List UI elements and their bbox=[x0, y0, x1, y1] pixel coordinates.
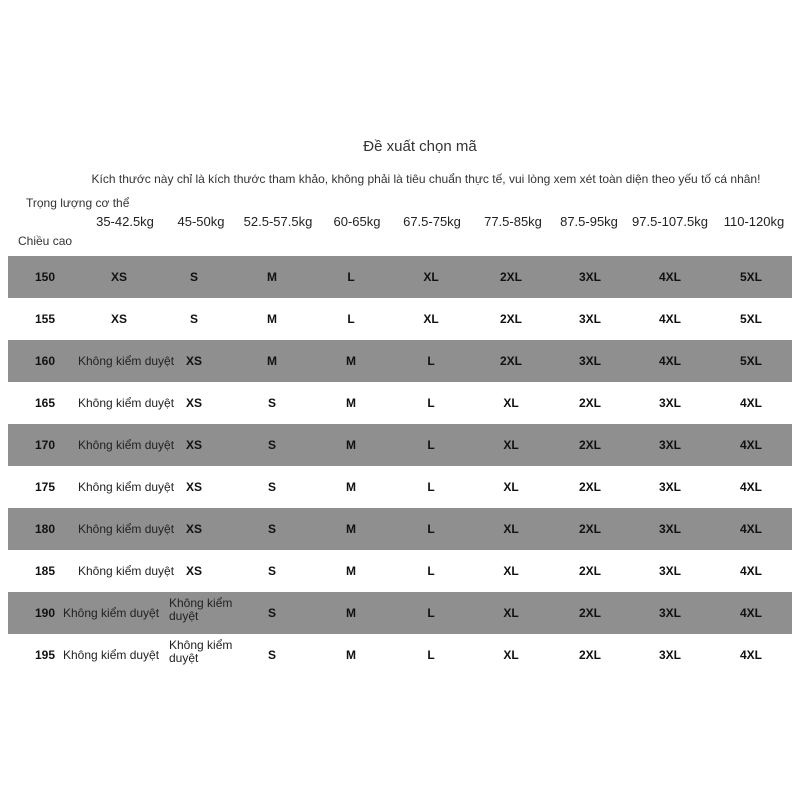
not-recommended-note: Không kiểm duyệt bbox=[78, 354, 175, 368]
height-cell: 165 bbox=[34, 396, 56, 410]
height-cell: 185 bbox=[34, 564, 56, 578]
size-cell: 3XL bbox=[578, 312, 602, 326]
height-cell: 180 bbox=[34, 522, 56, 536]
weight-header-cell: 110-120kg bbox=[723, 214, 785, 229]
size-cell: 3XL bbox=[658, 438, 682, 452]
not-recommended-note: Không kiểm duyệt bbox=[169, 638, 233, 665]
weight-header-cell: 52.5-57.5kg bbox=[243, 214, 313, 229]
size-cell: 2XL bbox=[578, 480, 602, 494]
size-cell: 5XL bbox=[739, 312, 763, 326]
size-cell: 3XL bbox=[578, 354, 602, 368]
height-cell: 190 bbox=[34, 606, 56, 620]
size-cell: S bbox=[189, 312, 199, 326]
size-cell: XL bbox=[503, 480, 519, 494]
size-cell: 3XL bbox=[658, 606, 682, 620]
page-title: Đề xuất chọn mã bbox=[363, 138, 477, 155]
size-cell: 4XL bbox=[658, 270, 682, 284]
size-cell: S bbox=[267, 480, 277, 494]
size-cell: 4XL bbox=[658, 354, 682, 368]
size-cell: 2XL bbox=[578, 564, 602, 578]
size-cell: 4XL bbox=[739, 606, 763, 620]
size-cell: 3XL bbox=[658, 564, 682, 578]
size-cell: 2XL bbox=[499, 312, 523, 326]
size-table bbox=[8, 256, 792, 676]
weight-header-cell: 67.5-75kg bbox=[403, 214, 461, 229]
size-cell: 4XL bbox=[658, 312, 682, 326]
size-cell: 3XL bbox=[658, 480, 682, 494]
table-row bbox=[8, 340, 792, 382]
size-cell: XS bbox=[185, 522, 203, 536]
not-recommended-note: Không kiểm duyệt bbox=[78, 480, 175, 494]
size-cell: M bbox=[267, 312, 277, 326]
size-cell: L bbox=[427, 606, 435, 620]
size-cell: M bbox=[346, 522, 356, 536]
weight-header-cell: 97.5-107.5kg bbox=[632, 214, 708, 229]
size-cell: XL bbox=[503, 564, 519, 578]
size-cell: S bbox=[267, 522, 277, 536]
size-cell: 5XL bbox=[739, 354, 763, 368]
height-cell: 175 bbox=[34, 480, 56, 494]
not-recommended-note: Không kiểm duyệt bbox=[63, 648, 160, 662]
table-row bbox=[8, 424, 792, 466]
size-cell: M bbox=[267, 354, 277, 368]
size-cell: 3XL bbox=[658, 396, 682, 410]
table-row bbox=[8, 634, 792, 676]
height-cell: 150 bbox=[34, 270, 56, 284]
size-cell: S bbox=[267, 564, 277, 578]
size-cell: S bbox=[267, 606, 277, 620]
size-cell: 2XL bbox=[578, 648, 602, 662]
size-cell: 2XL bbox=[578, 522, 602, 536]
size-cell: M bbox=[346, 480, 356, 494]
size-cell: 4XL bbox=[739, 564, 763, 578]
size-cell: M bbox=[346, 606, 356, 620]
size-cell: XL bbox=[423, 312, 439, 326]
size-cell: L bbox=[427, 354, 435, 368]
not-recommended-note: Không kiểm duyệt bbox=[78, 396, 175, 410]
height-cell: 160 bbox=[34, 354, 56, 368]
size-cell: 4XL bbox=[739, 438, 763, 452]
size-cell: S bbox=[267, 648, 277, 662]
size-cell: L bbox=[427, 396, 435, 410]
weight-header-cell: 60-65kg bbox=[333, 214, 381, 229]
size-cell: S bbox=[189, 270, 199, 284]
size-cell: 2XL bbox=[578, 396, 602, 410]
size-cell: 2XL bbox=[578, 606, 602, 620]
not-recommended-note: Không kiểm duyệt bbox=[63, 606, 160, 620]
size-cell: 3XL bbox=[578, 270, 602, 284]
size-cell: XS bbox=[110, 270, 128, 284]
size-cell: M bbox=[346, 396, 356, 410]
size-cell: L bbox=[427, 648, 435, 662]
size-cell: XL bbox=[503, 438, 519, 452]
size-cell: M bbox=[346, 648, 356, 662]
weight-header-cell: 45-50kg bbox=[177, 214, 225, 229]
size-cell: S bbox=[267, 438, 277, 452]
table-row bbox=[8, 466, 792, 508]
not-recommended-note: Không kiểm duyệt bbox=[78, 522, 175, 536]
weight-axis-label: Trọng lượng cơ thể bbox=[26, 196, 130, 210]
height-cell: 155 bbox=[34, 312, 56, 326]
size-cell: 3XL bbox=[658, 648, 682, 662]
size-cell: L bbox=[427, 480, 435, 494]
size-cell: 4XL bbox=[739, 522, 763, 536]
size-cell: 2XL bbox=[499, 354, 523, 368]
size-cell: L bbox=[427, 522, 435, 536]
size-cell: M bbox=[346, 564, 356, 578]
size-cell: M bbox=[267, 270, 277, 284]
weight-header-cell: 35-42.5kg bbox=[96, 214, 154, 229]
size-cell: M bbox=[346, 438, 356, 452]
size-cell: XS bbox=[185, 564, 203, 578]
size-cell: 3XL bbox=[658, 522, 682, 536]
not-recommended-note: Không kiểm duyệt bbox=[78, 438, 175, 452]
weight-header-cell: 87.5-95kg bbox=[560, 214, 618, 229]
table-row bbox=[8, 550, 792, 592]
weight-header-cell: 77.5-85kg bbox=[484, 214, 542, 229]
not-recommended-note: Không kiểm duyệt bbox=[169, 596, 233, 623]
size-cell: L bbox=[427, 564, 435, 578]
size-cell: 5XL bbox=[739, 270, 763, 284]
size-cell: S bbox=[267, 396, 277, 410]
not-recommended-note: Không kiểm duyệt bbox=[78, 564, 175, 578]
size-cell: M bbox=[346, 354, 356, 368]
size-cell: XS bbox=[185, 396, 203, 410]
table-row bbox=[8, 298, 792, 340]
table-row bbox=[8, 508, 792, 550]
height-cell: 195 bbox=[34, 648, 56, 662]
size-cell: L bbox=[347, 270, 355, 284]
height-cell: 170 bbox=[34, 438, 56, 452]
size-cell: XL bbox=[423, 270, 439, 284]
table-row bbox=[8, 382, 792, 424]
size-cell: XL bbox=[503, 648, 519, 662]
size-cell: L bbox=[427, 438, 435, 452]
size-cell: XL bbox=[503, 522, 519, 536]
size-cell: XS bbox=[185, 480, 203, 494]
size-cell: XS bbox=[185, 438, 203, 452]
size-cell: 4XL bbox=[739, 648, 763, 662]
size-cell: 4XL bbox=[739, 396, 763, 410]
size-cell: XL bbox=[503, 396, 519, 410]
table-row bbox=[8, 592, 792, 634]
size-cell: XL bbox=[503, 606, 519, 620]
size-cell: 2XL bbox=[578, 438, 602, 452]
height-axis-label: Chiều cao bbox=[18, 234, 73, 248]
table-row bbox=[8, 256, 792, 298]
size-cell: L bbox=[347, 312, 355, 326]
size-cell: 2XL bbox=[499, 270, 523, 284]
weight-header-row bbox=[0, 214, 800, 234]
size-cell: XS bbox=[185, 354, 203, 368]
size-cell: 4XL bbox=[739, 480, 763, 494]
size-cell: XS bbox=[110, 312, 128, 326]
disclaimer-text: Kích thước này chỉ là kích thước tham khảo, không phải là tiêu chuẩn thực tế, vui lòng xem xét toàn diện theo yếu tố cá nhân! bbox=[91, 172, 761, 186]
